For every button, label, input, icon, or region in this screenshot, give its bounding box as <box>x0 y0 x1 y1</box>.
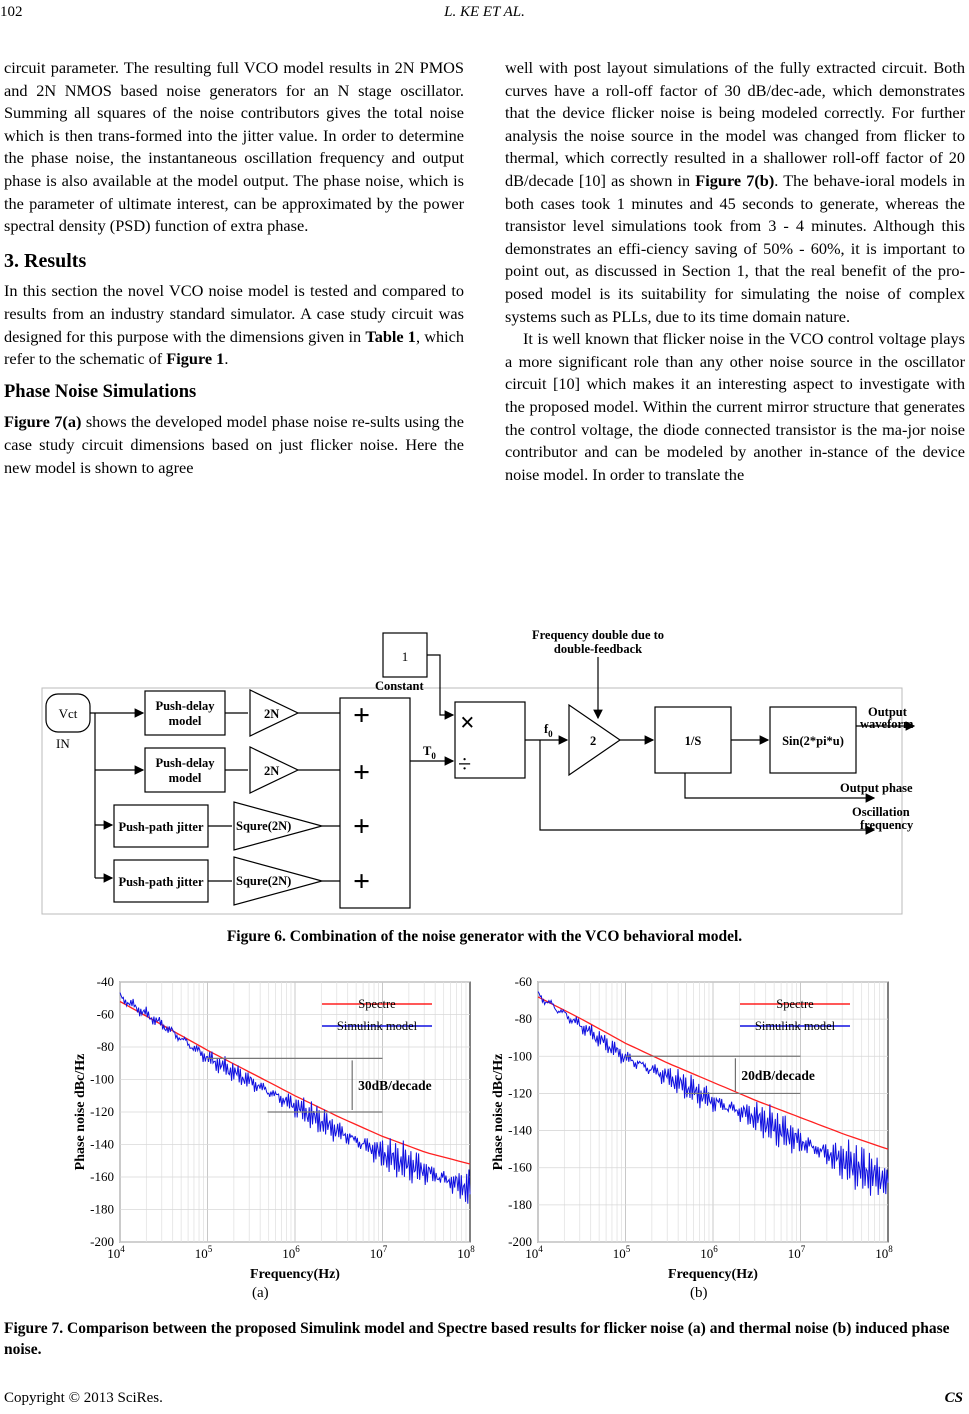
svg-text:×: × <box>460 708 475 737</box>
y-tick-label: -140 <box>90 1136 114 1152</box>
sum-block <box>340 698 410 908</box>
y-tick-label: -180 <box>508 1196 532 1212</box>
x-tick-label: $10^8$ <box>875 1244 893 1261</box>
svg-text:waveform: waveform <box>860 717 914 731</box>
constant-label: Constant <box>375 679 424 693</box>
right-para-1: well with post layout simulations of the fully extracted circuit. Both curves have a roll-off factor of 30 dB/dec-ade, which demonstrates that the device flicker noise is being modeled correctly. For further analysis the noise source in the model was changed from flicker to thermal, which correctly resulted in a shallower roll-off factor of 20 dB/decade [10] as shown in Figure 7(b). The behave-ioral models in both cases took 1 minutes and 45 seconds to generate, whereas the transistor level simulations took from 3 - 4 minutes. Although this demonstrates an effi-ciency saving of 50% - 60%, it is important to point out, as discussed in Section 1, that the real benefit of the pro-posed model is its suitability for simulating the noise of complex systems such as PLLs, due to its time domain nature. <box>505 58 965 326</box>
svg-text:model: model <box>168 714 202 728</box>
in-label: IN <box>56 736 70 751</box>
x-tick-label: $10^5$ <box>194 1244 213 1261</box>
y-tick-label: -200 <box>90 1234 114 1249</box>
annotation-text: 30dB/decade <box>358 1078 432 1094</box>
x-axis-label: Frequency(Hz) <box>668 1267 758 1282</box>
left-column <box>4 57 464 479</box>
figure-7a-chart <box>70 972 480 1282</box>
right-column <box>505 57 965 486</box>
svg-text:double-feedback: double-feedback <box>553 642 643 656</box>
section-title: 3. Results <box>4 249 87 272</box>
svg-text:÷: ÷ <box>458 752 472 778</box>
copyright: Copyright © 2013 SciRes. <box>4 1390 163 1406</box>
y-tick-label: -120 <box>508 1085 532 1101</box>
svg-text:Push-path jitter: Push-path jitter <box>118 820 204 834</box>
output-waveform-label: Output <box>868 705 907 719</box>
y-tick-label: -180 <box>90 1201 114 1217</box>
x-tick-label: $10^6$ <box>700 1244 718 1261</box>
panel-b-label: (b) <box>690 1285 708 1301</box>
svg-text:Squre(2N): Squre(2N) <box>236 874 292 888</box>
svg-text:2N: 2N <box>264 707 280 721</box>
x-tick-label: $10^4$ <box>525 1244 543 1261</box>
left-para-2: In this section the novel VCO noise model is tested and compared to results from an industry standard simulator. A case study circuit was designed for this purpose with the dimensions given in Table 1, which refer to the schematic of Figure 1. <box>4 281 464 369</box>
figure-ref[interactable]: Figure 1 <box>166 349 225 369</box>
journal-abbrev: CS <box>944 1390 963 1406</box>
output-phase-label: Output phase <box>840 781 913 795</box>
left-para-1: circuit parameter. The resulting full VCO model results in 2N PMOS and 2N NMOS based noise generators for an N stage oscillator. Summing all squares of the noise contributors gives the total noise which is then trans-formed into the jitter value. In order to determine the phase noise, the instantaneous oscillation frequency and output phase is also available at the model output. The phase noise, which is the parameter of ultimate interest, can be approximated by the power spectral density (PSD) function of extra phase. <box>4 58 464 236</box>
svg-text:Squre(2N): Squre(2N) <box>236 819 292 833</box>
figure-ref[interactable]: Figure 7(a) <box>4 412 82 432</box>
page-number: 102 <box>0 4 23 20</box>
svg-text:Push-delay: Push-delay <box>155 756 215 770</box>
subsection-title: Phase Noise Simulations <box>4 381 197 402</box>
y-tick-label: -60 <box>96 1006 114 1022</box>
annotation-text: 20dB/decade <box>741 1067 815 1083</box>
plus-sign: + <box>353 865 371 898</box>
panel-a-label: (a) <box>252 1285 269 1301</box>
svg-text:2N: 2N <box>264 764 280 778</box>
y-tick-label: -140 <box>508 1122 532 1138</box>
t0-label: $T_0$ <box>423 744 436 761</box>
running-title: L. KE ET AL. <box>444 4 525 20</box>
figure-6-caption: Figure 6. Combination of the noise generator with the VCO behavioral model. <box>226 928 743 945</box>
svg-text:Push-path jitter: Push-path jitter <box>118 875 204 889</box>
y-tick-label: -80 <box>514 1011 532 1027</box>
x-tick-label: $10^7$ <box>787 1244 806 1261</box>
svg-text:Push-delay: Push-delay <box>155 699 215 713</box>
x-tick-label: $10^4$ <box>107 1244 125 1261</box>
oscillation-frequency-label: Oscillation <box>852 805 910 819</box>
plus-sign: + <box>353 810 371 843</box>
y-axis-label: Phase noise dBc/Hz <box>73 1053 88 1171</box>
right-para-2: It is well known that flicker noise in the VCO control voltage plays a more significant role than any other noise source in the oscillator circuit [10] which makes it an interesting aspect to investigate with the proposed model. Within the current mirror structure that generates the control voltage, the diode connected transistor is the ma-jor noise contributor and can be modeled by another in-stance of the device noise model. In order to translate the <box>505 329 965 484</box>
figure-7b-chart <box>488 972 898 1282</box>
table-ref[interactable]: Table 1 <box>365 326 416 346</box>
x-tick-label: $10^5$ <box>612 1244 631 1261</box>
y-tick-label: -100 <box>508 1048 532 1064</box>
y-tick-label: -40 <box>96 974 114 989</box>
plus-sign: + <box>353 756 371 789</box>
plus-sign: + <box>353 699 371 732</box>
push-delay-model-block <box>145 691 225 735</box>
legend-label: Simulink model <box>336 1019 418 1033</box>
y-tick-label: -160 <box>508 1159 532 1175</box>
y-tick-label: -200 <box>508 1234 532 1249</box>
svg-text:Sin(2*pi*u): Sin(2*pi*u) <box>782 734 844 748</box>
y-tick-label: -120 <box>90 1104 114 1119</box>
legend-label: Spectre <box>776 997 814 1011</box>
svg-text:frequency: frequency <box>860 818 914 832</box>
figure-7-caption: Figure 7. Comparison between the proposed Simulink model and Spectre based results for flicker noise (a) and thermal noise (b) induced phase noise. <box>4 1320 950 1358</box>
x-axis-label: Frequency(Hz) <box>250 1267 340 1282</box>
svg-text:1: 1 <box>401 649 409 664</box>
svg-text:Frequency double due to: Frequency double due to <box>531 630 665 642</box>
y-tick-label: -60 <box>514 974 532 989</box>
x-tick-label: $10^6$ <box>282 1244 300 1261</box>
y-tick-label: -100 <box>90 1071 114 1087</box>
y-tick-label: -160 <box>90 1169 114 1184</box>
push-delay-model-block <box>145 748 225 792</box>
svg-text:1/S: 1/S <box>684 734 702 748</box>
y-tick-label: -80 <box>96 1039 114 1054</box>
f0-label: $f_0$ <box>544 722 553 739</box>
figure-6-block-diagram <box>40 630 925 915</box>
x-tick-label: $10^8$ <box>457 1244 475 1261</box>
x-tick-label: $10^7$ <box>369 1244 388 1261</box>
y-axis-label: Phase noise dBc/Hz <box>491 1053 506 1171</box>
legend-label: Simulink model <box>754 1019 836 1033</box>
legend-label: Spectre <box>358 997 396 1011</box>
svg-text:2: 2 <box>590 734 597 748</box>
svg-text:model: model <box>168 771 202 785</box>
vct-label: Vct <box>58 706 78 721</box>
figure-ref[interactable]: Figure 7(b) <box>695 170 775 190</box>
left-para-3: Figure 7(a) shows the developed model phase noise re-sults using the case study circuit dimensions based on just flicker noise. Here the new model is shown to agree <box>4 412 464 477</box>
